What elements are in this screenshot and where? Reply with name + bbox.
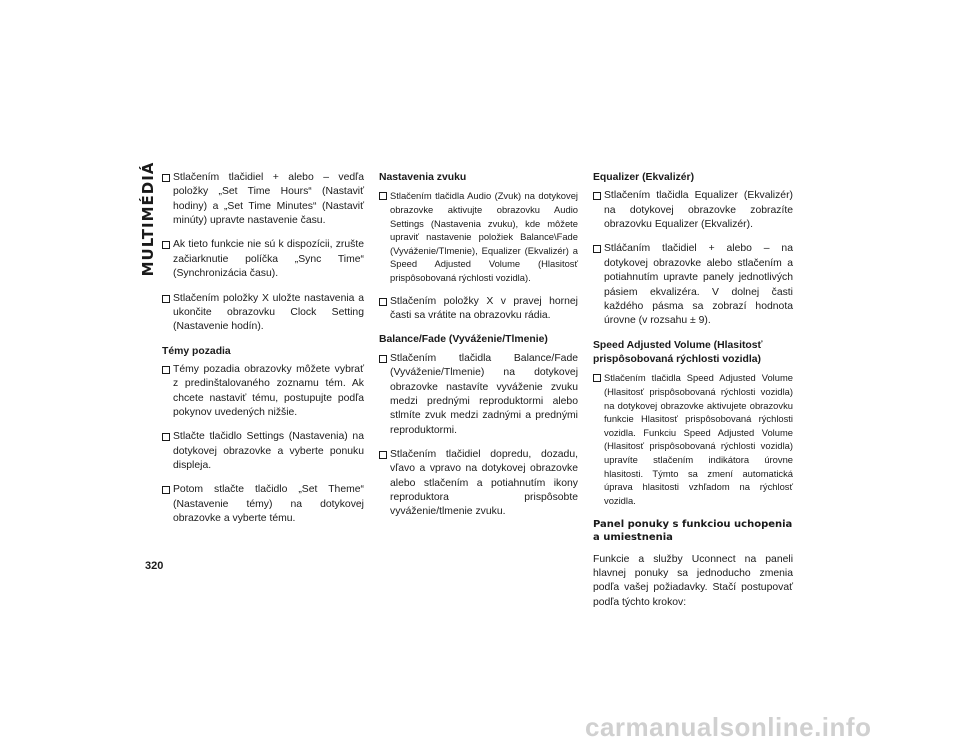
heading-balance-fade: Balance/Fade (Vyváženie/Tlmenie) — [379, 334, 548, 346]
list-item — [379, 189, 578, 284]
list-item — [593, 242, 793, 328]
checkbox-bullet-icon — [162, 174, 170, 182]
list-item-text: Stlačením tlačidla Equalizer (Ekvalizér) na dotykovej obrazovke zobrazíte obrazovku Equalizer (Ekvalizér). — [604, 190, 793, 231]
subheading-line: Panel ponuky s funkciou uchopenia — [593, 518, 793, 530]
heading-audio-settings: Nastavenia zvuku — [379, 172, 467, 183]
list-item — [162, 430, 364, 473]
heading-equalizer: Equalizer (Ekvalizér) — [593, 172, 695, 183]
checkbox-bullet-icon — [379, 298, 387, 306]
list-item — [379, 448, 578, 520]
checkbox-bullet-icon — [593, 245, 601, 253]
column-1 — [162, 171, 364, 537]
section-side-label — [134, 161, 162, 277]
watermark: carmanualsonline.info — [585, 712, 872, 742]
column-2 — [379, 171, 578, 530]
list-item — [162, 292, 364, 335]
list-item-text: Stlačením tlačidla Speed Adjusted Volume (Hlasitosť prispôsobovaná rýchlosti vozidla) na dotykovej obrazovke aktivujete obrazovku funkcie Hlasitosť prispôsobovaná rýchlosti vozidla. Funkciu Speed Adjusted Volume (Hlasitosť prispôsobovaná rýchlosti vozidla) upravíte stlačením indikátora úrovne hlasitosti. Týmto sa zmení automatická úprava hlasitosti vzhľadom na rýchlosť vozidla. — [604, 372, 793, 506]
checkbox-bullet-icon — [162, 366, 170, 374]
subheading-drag-drop-menu — [593, 518, 793, 545]
list-item-text: Stlačením tlačidla Balance/Fade (Vyváženie/Tlmenie) na dotykovej obrazovke nastavíte vyváženie zvuku medzi prednými reproduktormi alebo stlmíte zvuk medzi zadnými a prednými reproduktormi. — [390, 352, 578, 436]
checkbox-bullet-icon — [379, 192, 387, 200]
list-item — [593, 371, 793, 507]
list-item-text: Stlačením položky X v pravej hornej časti sa vrátite na obrazovku rádia. — [390, 295, 578, 322]
body-paragraph: Funkcie a služby Uconnect na paneli hlavnej ponuky sa jednoducho zmenia podľa vašej požiadavky. Stačí postupovať podľa týchto krokov: — [593, 553, 793, 608]
list-item — [379, 352, 578, 438]
subheading-line: a umiestnenia — [593, 532, 673, 544]
checkbox-bullet-icon — [593, 192, 601, 200]
list-item — [162, 363, 364, 420]
heading-themes: Témy pozadia — [162, 345, 231, 357]
list-item — [162, 171, 364, 228]
list-item-text: Stlačením tlačidla Audio (Zvuk) na dotykovej obrazovke aktivujte obrazovku Audio Settings (Nastavenia zvuku), kde môžete upraviť nastavenie položiek Balance\Fade (Vyváženie/Tlmenie), Equalizer (Ekvalizér) a Speed Adjusted Volume (Hlasitosť prispôsobovaná rýchlosti vozidla). — [390, 190, 578, 284]
list-item-text: Stlačením tlačidiel dopredu, dozadu, vľavo a vpravo na dotykovej obrazovke alebo stlačením a potiahnutím ikony reproduktora prispôsobte vyváženie/tlmenie zvuku. — [390, 448, 578, 518]
section-side-label-text: MULTIMÉDIÁ — [139, 161, 157, 277]
list-item-text: Stlačením tlačidiel + alebo – vedľa položky „Set Time Hours“ (Nastaviť hodiny) a „Set Time Minutes“ (Nastaviť minúty) upravte nastavenie času. — [173, 172, 364, 227]
list-item-text: Témy pozadia obrazovky môžete vybrať z predinštalovaného zoznamu tém. Ak chcete nastaviť tému, postupujte podľa pokynov uvedených nižšie. — [173, 363, 364, 419]
list-item-text: Potom stlačte tlačidlo „Set Theme“ (Nastavenie témy) na dotykovej obrazovke a vyberte tému. — [173, 484, 364, 525]
list-item-text: Ak tieto funkcie nie sú k dispozícii, zrušte začiarknutie políčka „Sync Time“ (Synchronizácia času). — [173, 239, 364, 280]
list-item — [593, 189, 793, 232]
page-number: 320 — [145, 560, 164, 572]
checkbox-bullet-icon — [162, 241, 170, 249]
checkbox-bullet-icon — [379, 451, 387, 459]
checkbox-bullet-icon — [162, 295, 170, 303]
checkbox-bullet-icon — [379, 355, 387, 363]
checkbox-bullet-icon — [593, 374, 601, 382]
checkbox-bullet-icon — [162, 486, 170, 494]
column-3 — [593, 171, 793, 610]
list-item — [162, 238, 364, 281]
list-item — [379, 295, 578, 324]
heading-speed-adjusted-volume: Speed Adjusted Volume (Hlasitosť prispôsobovaná rýchlosti vozidla) — [593, 339, 763, 365]
list-item-text: Stlačením položky X uložte nastavenia a ukončite obrazovku Clock Setting (Nastavenie hodín). — [173, 292, 364, 333]
list-item-text: Stlačte tlačidlo Settings (Nastavenia) na dotykovej obrazovke a vyberte ponuku displeja. — [173, 431, 364, 472]
list-item — [162, 483, 364, 526]
list-item-text: Stláčaním tlačidiel + alebo – na dotykovej obrazovke alebo stlačením a potiahnutím upravte panely jednotlivých pásiem ekvalizéra. V dolnej časti každého pásma sa zobrazí hodnota úrovne (v rozsahu ± 9). — [604, 243, 793, 327]
checkbox-bullet-icon — [162, 433, 170, 441]
